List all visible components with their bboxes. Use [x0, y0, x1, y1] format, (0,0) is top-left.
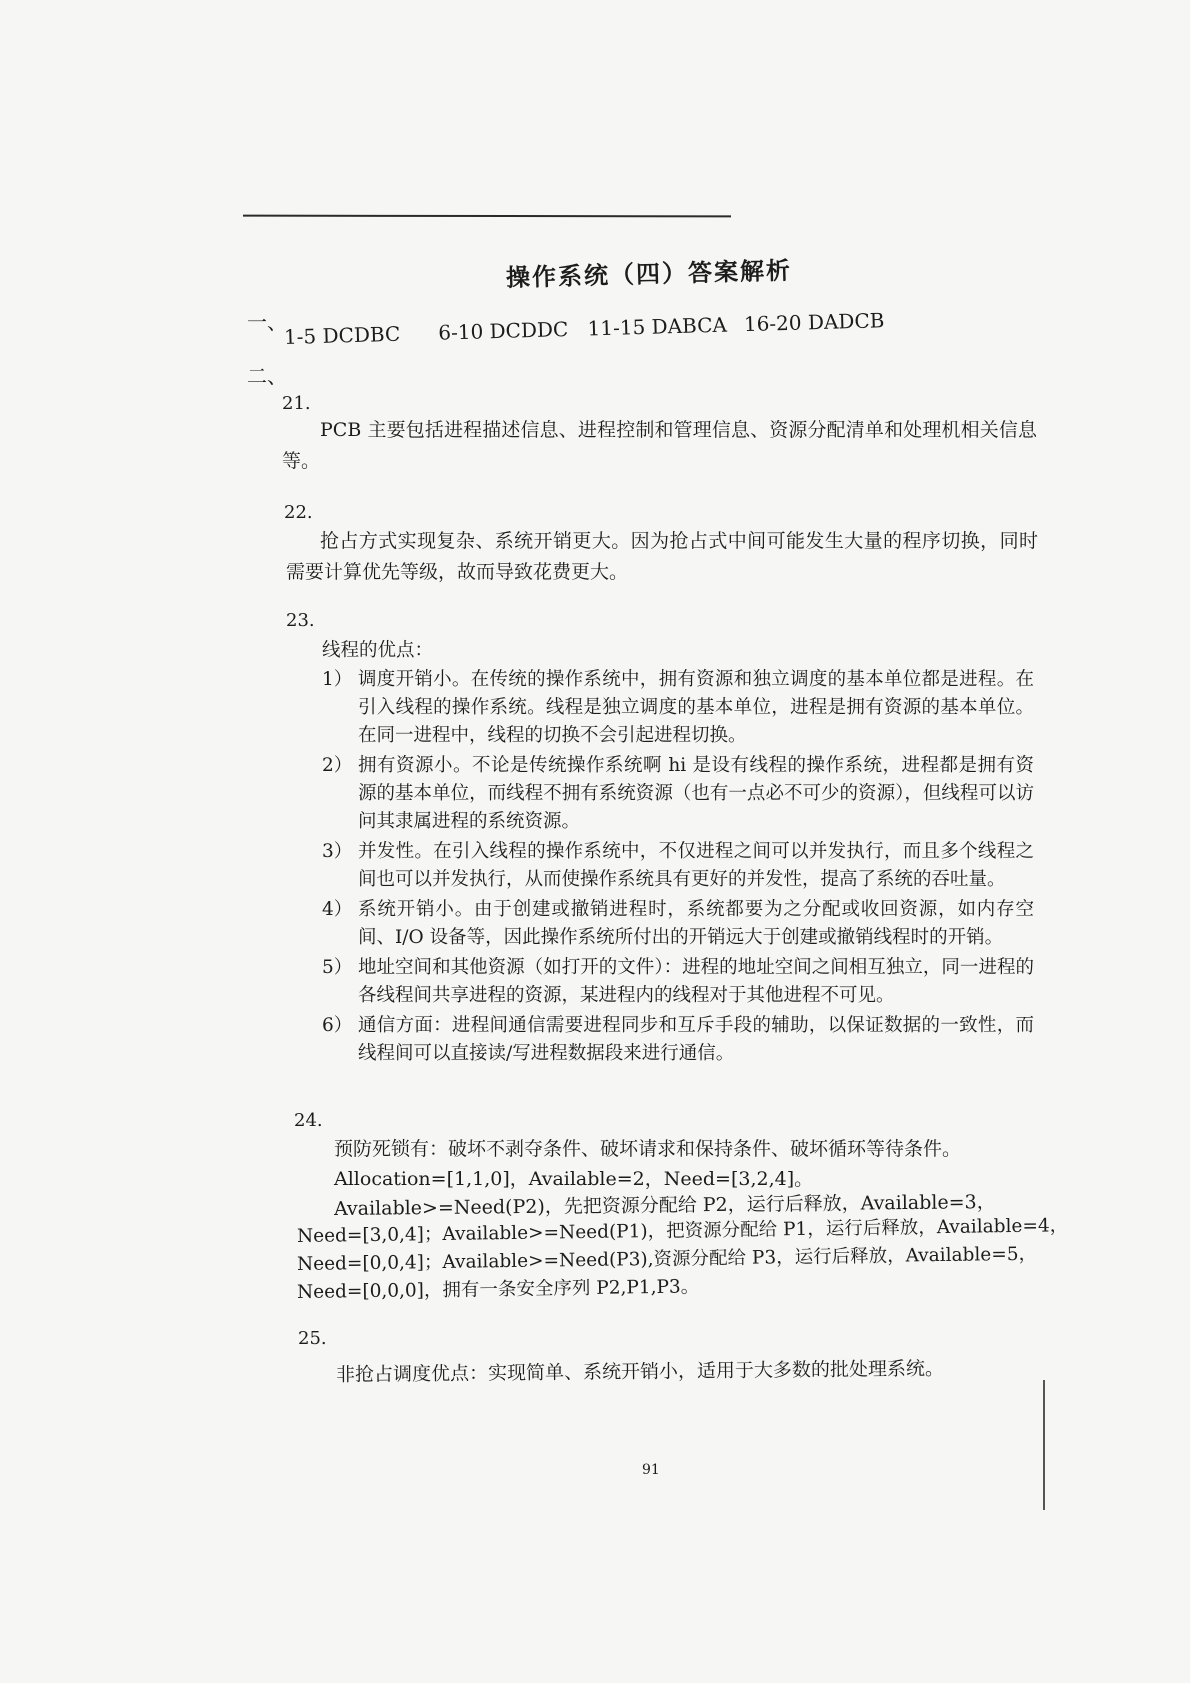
answers-16-20: 16-20 DADCB	[743, 308, 885, 337]
page-title: 操作系统（四）答案解析	[505, 255, 793, 292]
page-number: 91	[642, 1462, 660, 1478]
scan-edge-line	[1043, 1380, 1045, 1510]
answer-24-line-4: Need=[3,0,4]；Available>=Need(P1)，把资源分配给 P1，运行后释放，Available=4，	[296, 1215, 1069, 1247]
answer-25: 非抢占调度优点：实现简单、系统开销小，适用于大多数的批处理系统。	[335, 1357, 945, 1386]
answer-23-list	[322, 666, 1034, 1070]
question-number-22: 22.	[284, 502, 313, 523]
list-item	[322, 896, 1034, 952]
list-item	[322, 954, 1034, 1010]
answers-11-15: 11-15 DABCA	[587, 312, 728, 341]
list-item-number: 6）	[322, 1015, 353, 1036]
question-number-24: 24.	[294, 1110, 323, 1131]
list-item-number: 4）	[322, 899, 353, 920]
answer-24-line-1: 预防死锁有：破坏不剥夺条件、破坏请求和保持条件、破坏循环等待条件。	[334, 1138, 962, 1160]
answers-1-5: 1-5 DCDBC	[283, 321, 401, 349]
list-item-text: 地址空间和其他资源（如打开的文件）：进程的地址空间之间相互独立，同一进程的各线程间共享进程的资源，某进程内的线程对于其他进程不可见。	[358, 957, 1034, 1006]
question-number-21: 21.	[282, 393, 311, 414]
question-number-25: 25.	[298, 1328, 327, 1349]
list-item	[322, 1012, 1034, 1068]
list-item-text: 拥有资源小。不论是传统操作系统啊 hi 是设有线程的操作系统，进程都是拥有资源的基本单位，而线程不拥有系统资源（也有一点必不可少的资源），但线程可以访问其隶属进程的系统资源。	[358, 755, 1034, 832]
list-item-text: 通信方面：进程间通信需要进程同步和互斥手段的辅助，以保证数据的一致性，而线程间可以直接读/写进程数据段来进行通信。	[358, 1015, 1034, 1064]
answer-23-intro: 线程的优点：	[322, 640, 434, 661]
answer-24-line-2: Allocation=[1,1,0]，Available=2，Need=[3,2,4]。	[334, 1168, 814, 1190]
list-item-number: 2）	[322, 755, 353, 776]
answer-24-line-6: Need=[0,0,0]，拥有一条安全序列 P2,P1,P3。	[296, 1276, 700, 1303]
question-number-23: 23.	[286, 610, 315, 631]
list-item-number: 1）	[322, 669, 353, 690]
list-item-text: 调度开销小。在传统的操作系统中，拥有资源和独立调度的基本单位都是进程。在引入线程的操作系统。线程是独立调度的基本单位，进程是拥有资源的基本单位。在同一进程中，线程的切换不会引起进程切换。	[358, 669, 1034, 746]
answer-21: PCB 主要包括进程描述信息、进程控制和管理信息、资源分配清单和处理机相关信息等。	[282, 419, 1037, 472]
answer-24-line-5: Need=[0,0,4]；Available>=Need(P3),资源分配给 P3，运行后释放，Available=5，	[296, 1243, 1038, 1275]
list-item-text: 并发性。在引入线程的操作系统中，不仅进程之间可以并发执行，而且多个线程之间也可以并发执行，从而使操作系统具有更好的并发性，提高了系统的吞吐量。	[358, 841, 1034, 890]
section-2-mark: 二、	[247, 364, 287, 388]
list-item-number: 3）	[322, 841, 353, 862]
answer-24-line-3: Available>=Need(P2)，先把资源分配给 P2，运行后释放，Available=3，	[333, 1191, 996, 1220]
list-item	[322, 838, 1034, 894]
section-1-mark: 一、	[247, 310, 287, 334]
list-item	[322, 666, 1034, 750]
list-item-text: 系统开销小。由于创建或撤销进程时，系统都要为之分配或收回资源，如内存空间、I/O 设备等，因此操作系统所付出的开销远大于创建或撤销线程时的开销。	[358, 899, 1034, 948]
list-item-number: 5）	[322, 957, 353, 978]
answer-key	[284, 308, 885, 349]
top-rule	[243, 215, 731, 218]
list-item	[322, 752, 1034, 836]
answer-22: 抢占方式实现复杂、系统开销更大。因为抢占式中间可能发生大量的程序切换，同时需要计算优先等级，故而导致花费更大。	[286, 530, 1038, 583]
answers-6-10: 6-10 DCDDC	[437, 317, 569, 345]
